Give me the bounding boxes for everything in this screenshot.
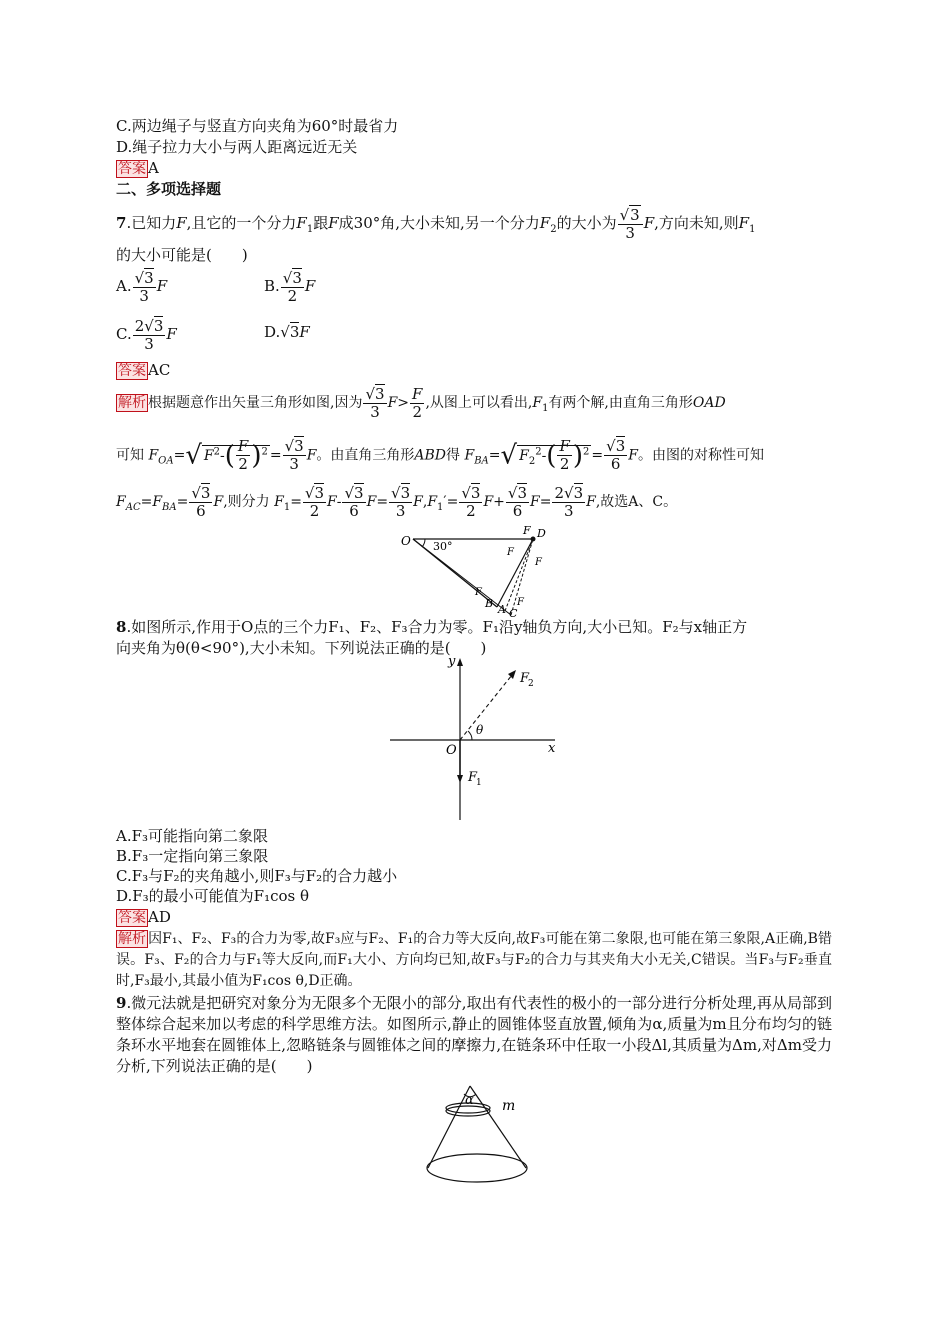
q8-analysis: 解析 因F₁、F₂、F₃的合力为零,故F₃应与F₂、F₁的合力等大反向,故F₃可能在第二象限,也可能在第三象限,A正确,B错误。F₃、F₂的合力与F₁等大反向,而F₁大小、方向均已知,故F₃与F₂的合力与其夹角大小无关,C错误。当F₃与F₂垂直时,F₃最小,其最小值为F₁cos θ,D正确。 — [116, 931, 833, 989]
fig9-label-alpha: α — [465, 1093, 474, 1108]
q9-cone-diagram — [420, 1080, 550, 1185]
q6-answer-row — [116, 158, 159, 179]
q9-stem: 9.微元法就是把研究对象分为无限多个无限小的部分,取出有代表性的极小的一部分进行分析处理,再从局部到整体综合起来加以考虑的科学思维方法。如图所示,静止的圆锥体竖直放置,倾角为α,质量为m且分布均匀的链条环水平地套在圆锥体上,忽略链条与圆锥体之间的摩擦力,在链条环中任取一小段Δl,其质量为Δm,对Δm受力分析,下列说法正确的是( ) — [116, 994, 832, 1075]
fig7-label-f1: F — [475, 587, 482, 598]
fig7-label-d: D — [537, 527, 546, 540]
fig8-label-o: O — [446, 743, 457, 758]
fig7-label-f2: F — [507, 547, 514, 558]
svg-text:1: 1 — [476, 778, 482, 788]
analysis-label: 解析 — [118, 931, 147, 947]
q8-option-c: C.F₃与F₂的夹角越小,则F₃与F₂的合力越小 — [116, 867, 398, 885]
q6-option-c: C.两边绳子与竖直方向夹角为60°时最省力 — [116, 117, 399, 135]
section-title: 二、多项选择题 — [116, 180, 222, 198]
q6-option-d: D.绳子拉力大小与两人距离远近无关 — [116, 138, 358, 156]
answer-label: 答案 — [118, 910, 146, 926]
q8-answer-row — [116, 907, 171, 928]
fig7-label-a: A — [498, 603, 506, 616]
fraction-sqrt3-over-3: $\frac{√3}{3}$ — [618, 208, 643, 241]
q7-vector-diagram — [395, 525, 565, 620]
q8-force-diagram — [390, 655, 565, 825]
fig8-label-f1: F — [468, 770, 478, 785]
fig7-label-angle: 30° — [433, 540, 453, 553]
q8-option-a: A.F₃可能指向第二象限 — [116, 827, 269, 845]
q7-option-c: C. $\frac{2√3}{3}$ F — [116, 316, 177, 353]
fig7-label-c: C — [509, 607, 518, 620]
q7-answer-row — [116, 360, 170, 381]
svg-text:2: 2 — [528, 679, 534, 689]
answer-label: 答案 — [118, 161, 146, 177]
fig9-label-m: m — [502, 1098, 516, 1114]
fig7-label-b: B — [485, 597, 494, 610]
fig7-label-o: O — [401, 534, 411, 548]
fig8-label-theta: θ — [476, 723, 484, 737]
q8-stem: 8.如图所示,作用于O点的三个力F₁、F₂、F₃合力为零。F₁沿y轴负方向,大小已知。F₂与x轴正方 向夹角为θ(θ<90°),大小未知。下列说法正确的是( ) — [116, 618, 748, 657]
q7-stem-line1: 7.已知力F,且它的一个分力$F_1$跟F成30°角,大小未知,另一个分力$F_2$的大小为 $\frac{√3}{3}$ F,方向未知,则$F_1$ — [116, 205, 756, 242]
fig8-label-x: x — [548, 741, 556, 756]
q8-option-b: B.F₃一定指向第三象限 — [116, 847, 269, 865]
fig7-label-f: F — [523, 525, 531, 537]
fig8-label-f2: F — [520, 671, 530, 686]
fig8-label-y: y — [448, 655, 456, 669]
q7-option-b: B. $\frac{√3}{2}$ F — [264, 268, 316, 305]
q7-analysis-line2: 可知 $F_{OA}=√$ $F^2-$( $\frac{F}{2}$ )$^2$ = $\frac{√3}{3}$ F。由直角三角形ABD得 $F_{BA}=√$ $F_2^2-$( $\frac{F}{2}$ )$^2$ = $\frac{√3}{6}$ F。由图的对称性可知 — [116, 437, 764, 474]
q7-option-d: D.√3F — [264, 323, 310, 341]
answer-label: 答案 — [118, 363, 146, 379]
q7-option-a: A. $\frac{√3}{3}$ F — [116, 268, 168, 305]
q7-stem-line2: 的大小可能是( ) — [116, 246, 248, 264]
analysis-label: 解析 — [118, 395, 146, 411]
q8-option-d: D.F₃的最小可能值为F₁cos θ — [116, 887, 310, 905]
q8-answer: AD — [148, 908, 171, 926]
q7-analysis-line3: $F_{AC}=F_{BA}=$ $\frac{√3}{6}$ F,则分力 $F_1=$ $\frac{√3}{2}$ F- $\frac{√3}{6}$ F= $\frac{√3}{3}$ $F,F_1'=$ $\frac{√3}{2}$ F+ $\frac{√3}{6}$ F= $\frac{2√3}{3}$ F,故选A、C。 — [116, 483, 678, 520]
q7-analysis-line1: 解析 根据题意作出矢量三角形如图,因为 $\frac{√3}{3}$ F> $\frac{F}{2}$ ,从图上可以看出$,F_1$有两个解,由直角三角形OAD — [118, 384, 726, 421]
q6-answer: A — [148, 159, 159, 177]
fig7-label-f1-prime: F — [517, 597, 524, 608]
fig7-label-f2-prime: F — [535, 557, 542, 568]
q7-answer: AC — [148, 361, 171, 379]
